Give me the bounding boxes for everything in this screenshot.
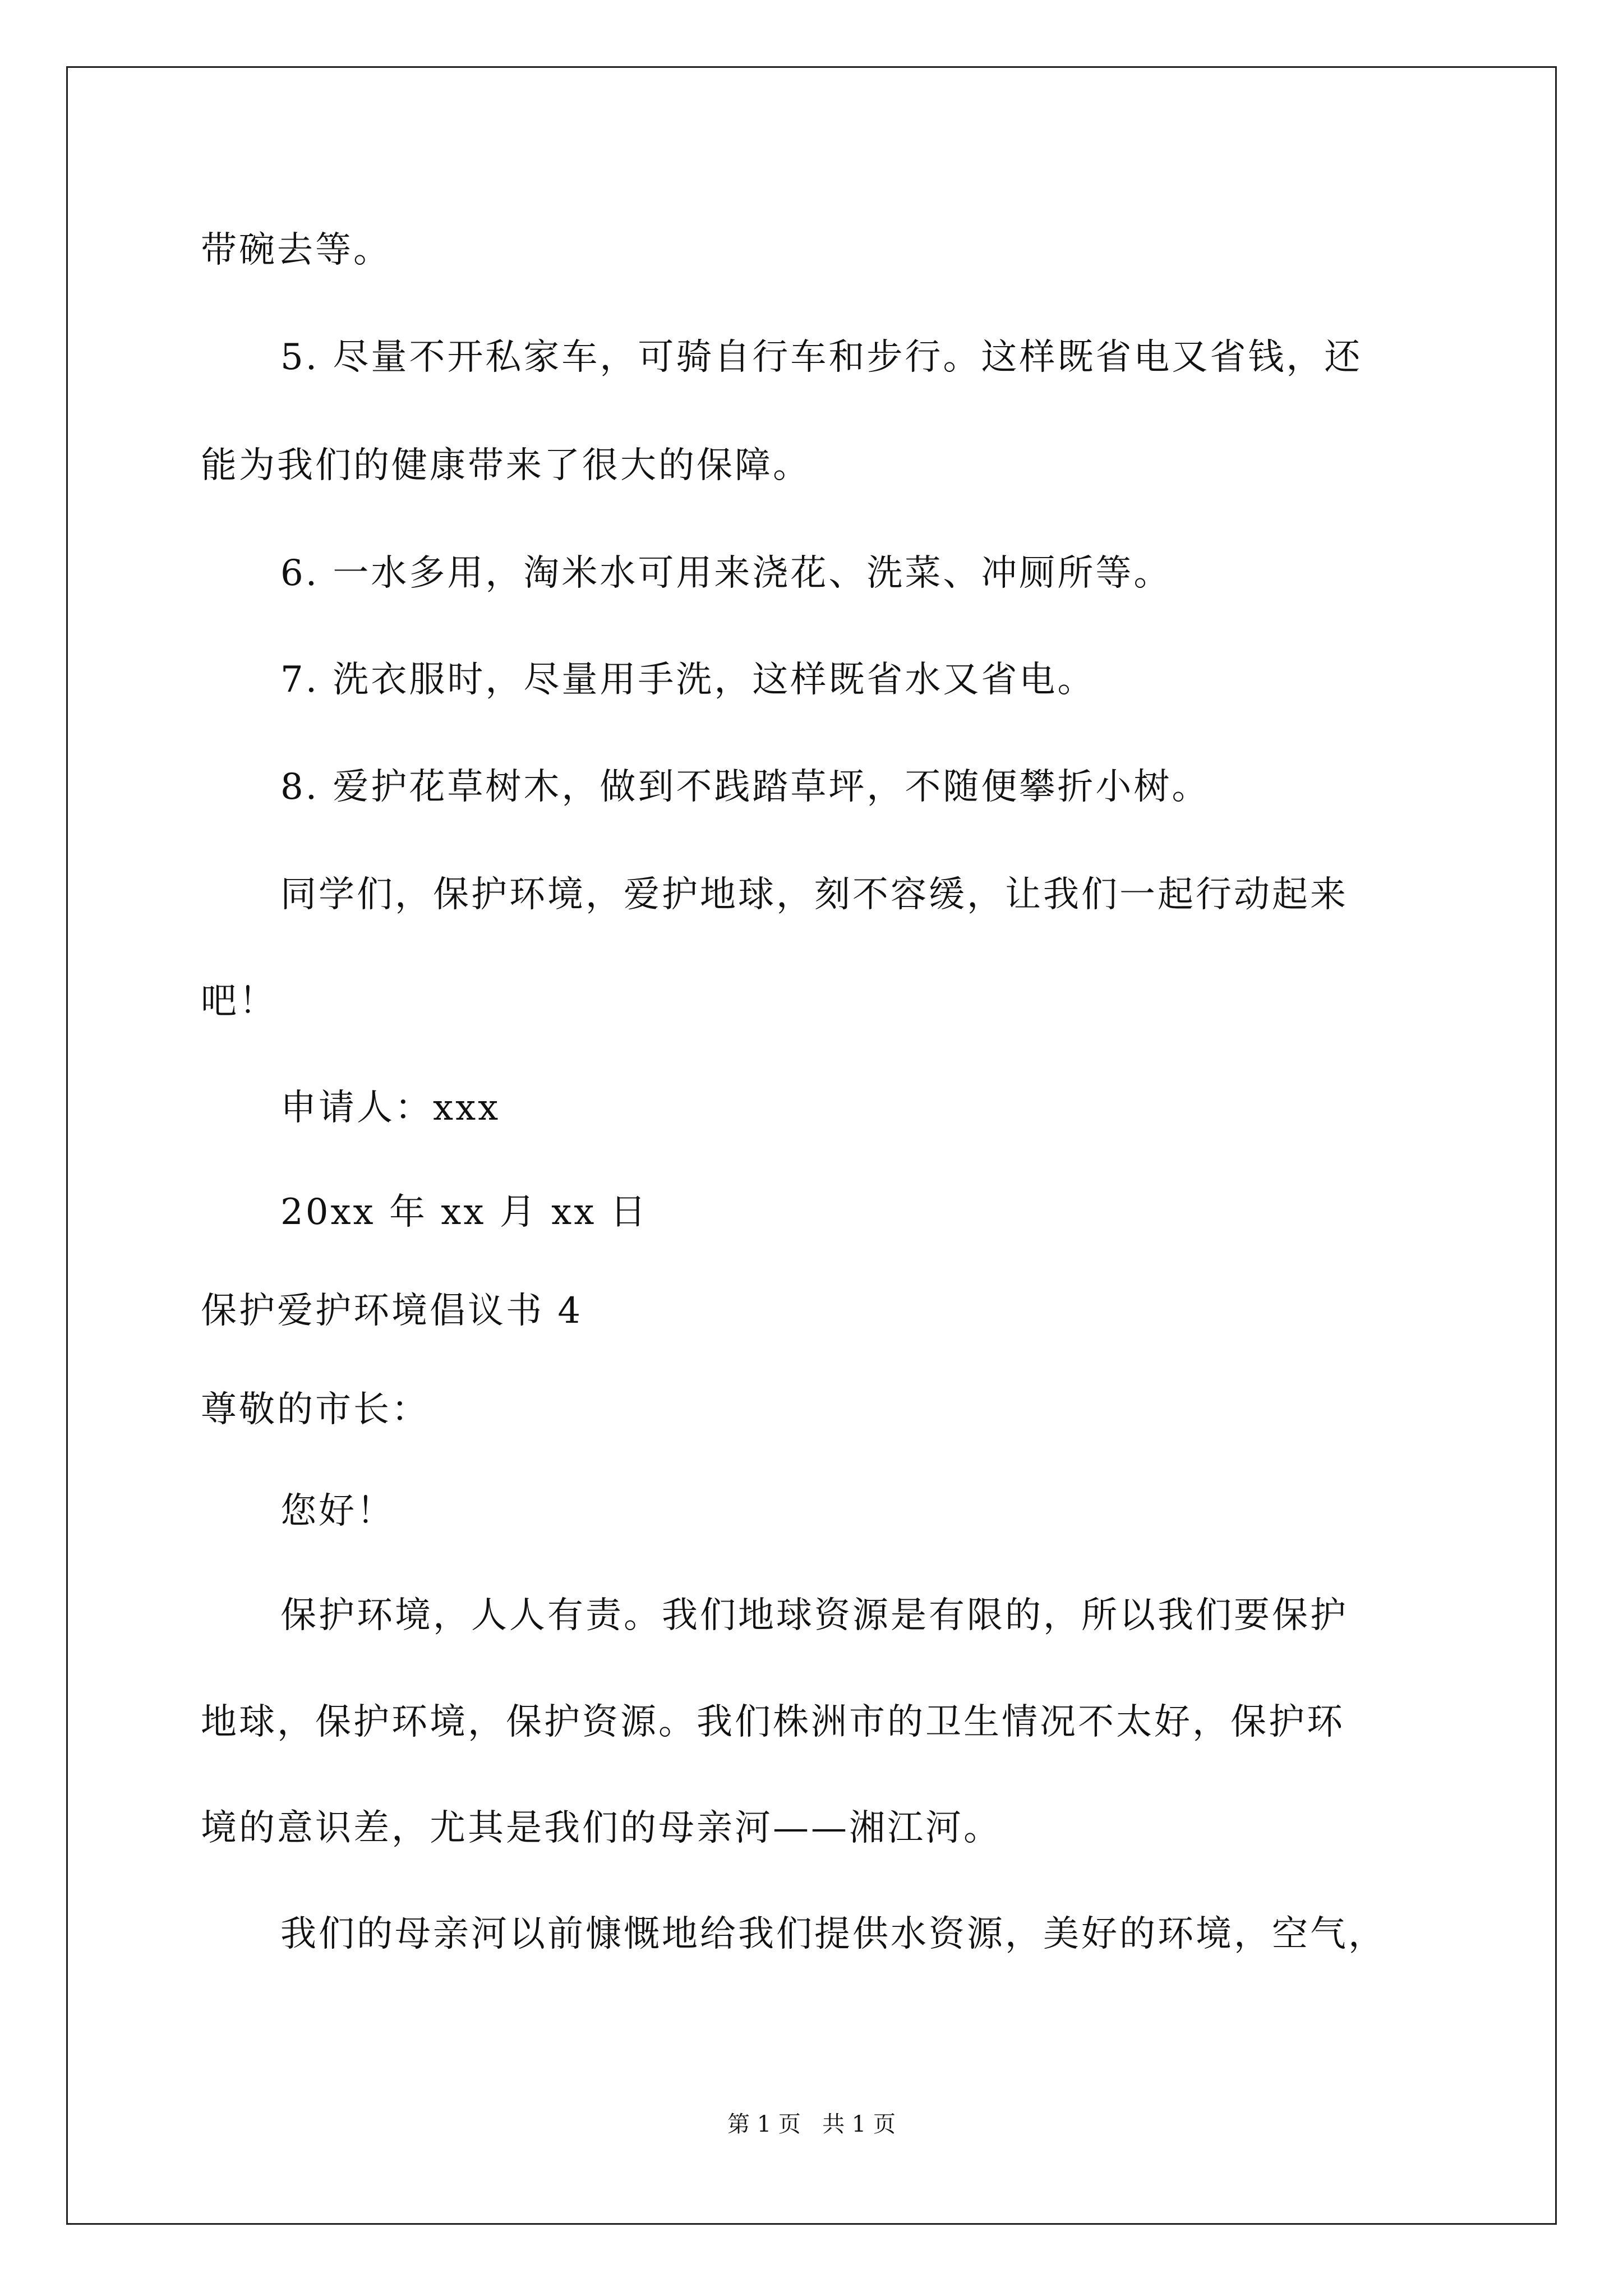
text-line: 带碗去等。 (201, 229, 391, 271)
text-line: 我们的母亲河以前慷慨地给我们提供水资源，美好的环境，空气， (280, 1913, 1386, 1955)
text-line: 同学们，保护环境，爱护地球，刻不容缓，让我们一起行动起来 (280, 874, 1348, 915)
signature-line: 申请人：xxx (280, 1087, 501, 1129)
text-line: 7. 洗衣服时，尽量用手洗，这样既省水又省电。 (280, 659, 1096, 701)
text-line: 保护环境，人人有责。我们地球资源是有限的，所以我们要保护 (280, 1595, 1348, 1636)
page-border (66, 66, 1557, 2225)
text-line: 地球，保护环境，保护资源。我们株洲市的卫生情况不太好，保护环 (201, 1701, 1345, 1743)
text-line: 8. 爱护花草树木，做到不践踏草坪，不随便攀折小树。 (280, 766, 1210, 808)
text-line: 6. 一水多用，淘米水可用来浇花、洗菜、冲厕所等。 (280, 553, 1172, 594)
date-line: 20xx 年 xx 月 xx 日 (280, 1191, 648, 1233)
salutation: 尊敬的市长： (201, 1389, 430, 1430)
text-line: 能为我们的健康带来了很大的保障。 (201, 445, 811, 486)
text-line: 境的意识差，尤其是我们的母亲河——湘江河。 (201, 1807, 1002, 1849)
page-footer: 第 1 页 共 1 页 (727, 2111, 896, 2137)
text-line: 5. 尽量不开私家车，可骑自行车和步行。这样既省电又省钱，还 (280, 337, 1363, 378)
greeting: 您好！ (280, 1490, 395, 1532)
section-title: 保护爱护环境倡议书 4 (201, 1290, 583, 1332)
text-line: 吧！ (201, 981, 277, 1022)
